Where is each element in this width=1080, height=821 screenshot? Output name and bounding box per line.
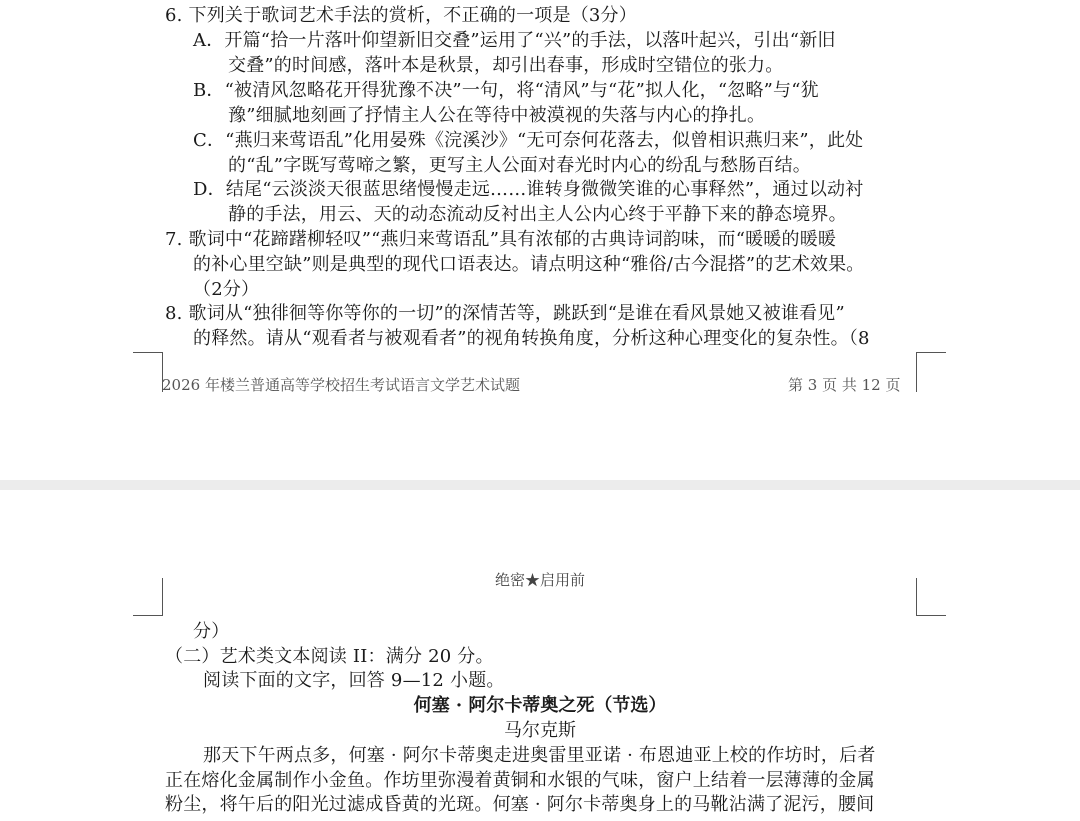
passage-author: 马尔克斯 (504, 720, 576, 741)
question-7-line-2: 的补心里空缺”则是典型的现代口语表达。请点明这种“雅俗/古今混搭”的艺术效果。 (193, 254, 865, 275)
question-8-line-2: 的释然。请从“观看者与被观看者”的视角转换角度，分析这种心理变化的复杂性。（8 (193, 328, 870, 349)
question-8-line-1: 8. 歌词从“独徘徊等你等你的一切”的深情苦等，跳跃到“是谁在看风景她又被谁看见” (165, 303, 845, 324)
page-separator (0, 480, 1080, 490)
question-7-line-1: 7. 歌词中“花蹄躇柳轻叹”“燕归来莺语乱”具有浓郁的古典诗词韵味，而“暖暖的暖暖 (165, 229, 837, 250)
option-b-line-2: 豫”细腻地刻画了抒情主人公在等待中被漠视的失落与内心的挣扎。 (228, 105, 766, 126)
question-6-stem: 6. 下列关于歌词艺术手法的赏析，不正确的一项是（3分） (165, 5, 637, 26)
option-d-line-2: 静的手法，用云、天的动态流动反衬出主人公内心终于平静下来的静态境界。 (228, 204, 847, 225)
crop-mark (916, 352, 917, 392)
exam-page-4 (0, 490, 1080, 821)
crop-mark (162, 578, 163, 616)
passage-title: 何塞 · 阿尔卡蒂奥之死（节选） (413, 695, 667, 716)
passage-line-3: 粉尘，将午后的阳光过滤成昏黄的光斑。何塞 · 阿尔卡蒂奥身上的马靴沾满了泥污，腰间 (165, 794, 875, 815)
crop-mark (133, 352, 163, 353)
option-a-line-1: A．开篇“拾一片落叶仰望新旧交叠”运用了“兴”的手法，以落叶起兴，引出“新旧 (193, 30, 836, 51)
option-d-line-1: D．结尾“云淡淡天很蓝思绪慢慢走远……谁转身微微笑谁的心事释然”，通过以动衬 (193, 179, 864, 200)
option-a-line-2: 交叠”的时间感，落叶本是秋景，却引出春事，形成时空错位的张力。 (228, 55, 784, 76)
passage-line-2: 正在熔化金属制作小金鱼。作坊里弥漫着黄铜和水银的气味，窗户上结着一层薄薄的金属 (165, 770, 875, 791)
crop-mark (133, 615, 163, 616)
crop-mark (916, 615, 946, 616)
crop-mark (916, 578, 917, 616)
reading-instruction: 阅读下面的文字，回答 9—12 小题。 (203, 670, 505, 691)
confidential-header: 绝密★启用前 (494, 571, 585, 589)
question-7-line-3: （2分） (193, 279, 260, 300)
footer-exam-title: 2026 年楼兰普通高等学校招生考试语言文学艺术试题 (162, 376, 520, 394)
crop-mark (916, 352, 946, 353)
option-c-line-2: 的“乱”字既写莺啼之繁，更写主人公面对春光时内心的纷乱与愁肠百结。 (228, 155, 812, 176)
option-b-line-1: B．“被清风忽略花开得犹豫不决”一句，将“清风”与“花”拟人化，“忽略”与“犹 (193, 80, 819, 101)
passage-line-1: 那天下午两点多，何塞 · 阿尔卡蒂奥走进奥雷里亚诺 · 布恩迪亚上校的作坊时，后者 (203, 745, 876, 766)
question-8-continuation: 分） (193, 621, 230, 642)
footer-page-number: 第 3 页 共 12 页 (788, 376, 901, 394)
option-c-line-1: C．“燕归来莺语乱”化用晏殊《浣溪沙》“无可奈何花落去，似曾相识燕归来”，此处 (193, 130, 864, 151)
section-heading: （二）艺术类文本阅读 II：满分 20 分。 (165, 646, 494, 667)
